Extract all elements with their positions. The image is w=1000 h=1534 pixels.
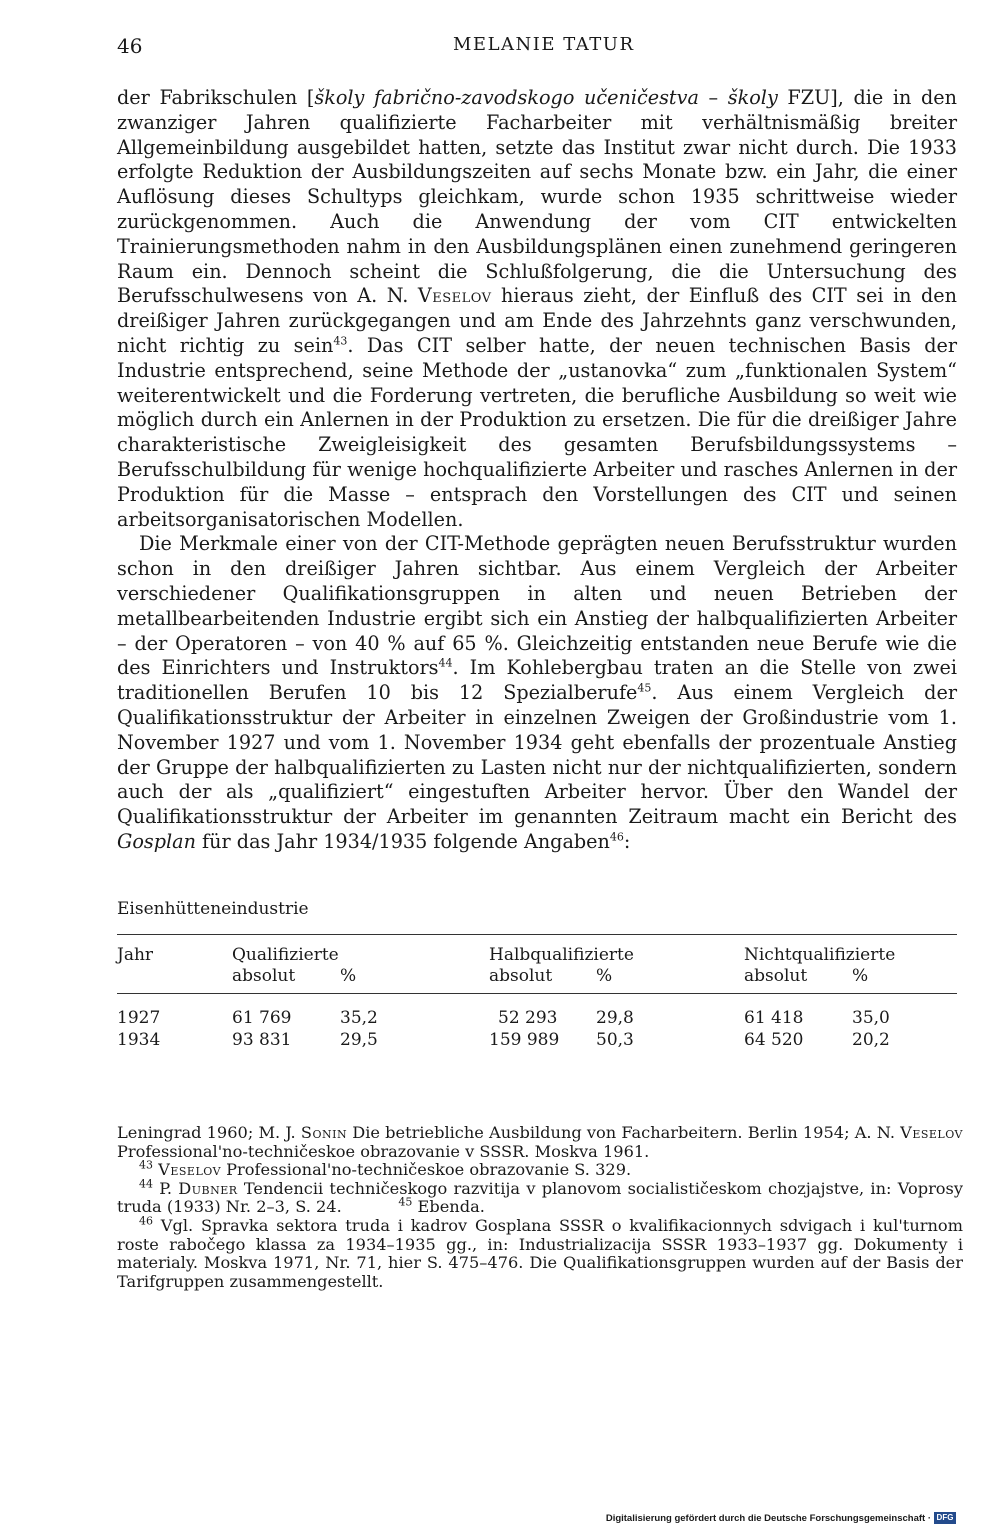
footnote-ref-44[interactable]: 44	[438, 656, 453, 670]
cell-semiqualified-absolute: 52 293	[498, 1008, 558, 1028]
footnote-43: $^{43}$ Veselov Professional'no-techničeskoe obrazovanie S. 329.	[139, 1158, 632, 1180]
column-group-qualifizierte: Qualifizierte	[232, 945, 339, 965]
column-header-absolut: absolut	[232, 966, 296, 986]
cell-semiqualified-absolute: 159 989	[489, 1030, 560, 1050]
cell-qualified-percent: 35,2	[340, 1008, 378, 1028]
column-header-percent: %	[340, 966, 357, 986]
column-header-absolut: absolut	[489, 966, 553, 986]
cell-qualified-absolute: 93 831	[232, 1030, 292, 1050]
cell-semiqualified-percent: 50,3	[596, 1030, 634, 1050]
page-number: 46	[117, 34, 143, 58]
footnote-44-45: $^{44}$ P. Dubner Tendencii techničeskogo razvitija v planovom socialističeskom chozjajstve, in: Voprosy truda (1933) Nr. 2–3, S. 24. $^{45}$ Ebenda.	[117, 1177, 964, 1217]
cell-unqualified-absolute: 61 418	[744, 1008, 804, 1028]
column-header-absolut: absolut	[744, 966, 808, 986]
italic-term: Gosplan	[117, 829, 196, 853]
digitization-credit	[606, 1512, 956, 1524]
table-top-rule	[117, 934, 957, 935]
column-group-nichtqualifizierte: Nichtqualifizierte	[744, 945, 896, 965]
cell-qualified-absolute: 61 769	[232, 1008, 292, 1028]
footnote-continuation: Leningrad 1960; M. J. Sonin Die betriebliche Ausbildung von Facharbeitern. Berlin 1954; A. N. Veselov Professional'no-techničeskoe obrazovanie v SSSR. Moskva 1961.	[117, 1123, 963, 1161]
paragraph-1: der Fabrikschulen [školy fabrično-zavodskogo učeničestva – školy FZU], die in den zwanziger Jahren qualifizierte Facharbeiter mit verhältnismäßig breiter Allgemeinbildung ausgebildet hatten, setzte das Institut zwar nicht durch. Die 1933 erfolgte Reduktion der Ausbildungszeiten auf sechs Monate bzw. ein Jahr, die einer Auflösung dieses Schultyps gleichkam, wurde schon 1935 schrittweise wieder zurückgenommen. Auch die Anwendung der vom CIT entwickelten Trainierungsmethoden nahm in den Ausbildungsplänen einen zunehmend geringeren Raum ein. Dennoch scheint die Schlußfolgerung, die die Untersuchung des Berufsschulwesens von A. N. Veselov hieraus zieht, der Einfluß des CIT sei in den dreißiger Jahren zurückgegangen und am Ende des Jahrzehnts ganz verschwunden, nicht richtig zu sein$^{43}$. Das CIT selber hatte, der neuen technischen Basis der Industrie entsprechend, seine Methode der „ustanovka“ zum „funktionalen System“ weiterentwickelt und die Forderung vertreten, die berufliche Ausbildung so weit wie möglich durch ein Anlernen in der Produktion zu ersetzen. Die für die dreißiger Jahre charakteristische Zweigleisigkeit des gesamten Berufsbildungssystems – Berufsschulbildung für wenige hochqualifizierte Arbeiter und rasches Anlernen in der Produktion für die Masse – entsprach den Vorstellungen des CIT und seinen arbeitsorganisatorischen Modellen.	[117, 86, 958, 531]
cell-year: 1927	[117, 1008, 161, 1028]
cell-unqualified-absolute: 64 520	[744, 1030, 804, 1050]
footnotes	[117, 1124, 963, 1291]
cell-year: 1934	[117, 1030, 161, 1050]
column-header-percent: %	[596, 966, 613, 986]
footnote-ref-45[interactable]: 45	[637, 681, 652, 695]
footnote-46: $^{46}$ Vgl. Spravka sektora truda i kadrov Gosplana SSSR o kvalifikacionnych sdvigach i kul'turnom roste rabočego klassa za 1934–1935 gg., in: Industrializacija SSSR 1933–1937 gg. Dokumenty i materialy. Moskva 1971, Nr. 71, hier S. 475–476. Die Qualifikationsgruppen wurden auf der Basis der Tarifgruppen zusammengestellt.	[117, 1214, 963, 1291]
column-header-percent: %	[852, 966, 869, 986]
dfg-logo: DFG	[934, 1512, 956, 1524]
credit-text: Digitalisierung gefördert durch die Deutsche Forschungsgemeinschaft ·	[605, 1512, 931, 1524]
footnote-ref-43[interactable]: 43	[333, 334, 348, 348]
italic-term: školy	[727, 86, 778, 109]
body-text	[117, 86, 957, 855]
running-head: MELANIE TATUR	[453, 34, 635, 55]
cell-semiqualified-percent: 29,8	[596, 1008, 634, 1028]
column-header-jahr: Jahr	[117, 945, 154, 965]
cell-unqualified-percent: 20,2	[852, 1030, 890, 1050]
table-caption: Eisenhütteneindustrie	[117, 899, 309, 919]
paragraph-2: Die Merkmale einer von der CIT-Methode geprägten neuen Berufsstruktur wurden schon in den dreißiger Jahren sichtbar. Aus einem Vergleich der Arbeiter verschiedener Qualifikationsgruppen in alten und neuen Betrieben der metallbearbeitenden Industrie ergibt sich ein Anstieg der halbqualifizierten Arbeiter – der Operatoren – von 40 % auf 65 %. Gleichzeitig entstanden neue Berufe wie die des Einrichters und Instruktors$^{44}$. Im Kohlebergbau traten an die Stelle von zwei traditionellen Berufen 10 bis 12 Spezialberufe$^{45}$. Aus einem Vergleich der Qualifikationsstruktur der Arbeiter in einzelnen Zweigen der Großindustrie vom 1. November 1927 und vom 1. November 1934 geht ebenfalls der prozentuale Anstieg der Gruppe der halbqualifizierten zu Lasten nicht nur der nichtqualifizierten, sondern auch der als „qualifiziert“ eingestuften Arbeiter hervor. Über den Wandel der Qualifikationsstruktur der Arbeiter im genannten Zeitraum macht ein Bericht des Gosplan für das Jahr 1934/1935 folgende Angaben$^{46}$:	[117, 532, 957, 853]
table-header-rule	[117, 993, 957, 994]
cell-unqualified-percent: 35,0	[852, 1008, 890, 1028]
column-group-halbqualifizierte: Halbqualifizierte	[489, 945, 634, 965]
footnote-ref-46[interactable]: 46	[609, 830, 624, 844]
italic-term: školy fabrično-zavodskogo učeničestva	[314, 86, 699, 109]
cell-qualified-percent: 29,5	[340, 1030, 378, 1050]
author-name: Veselov	[417, 284, 492, 308]
